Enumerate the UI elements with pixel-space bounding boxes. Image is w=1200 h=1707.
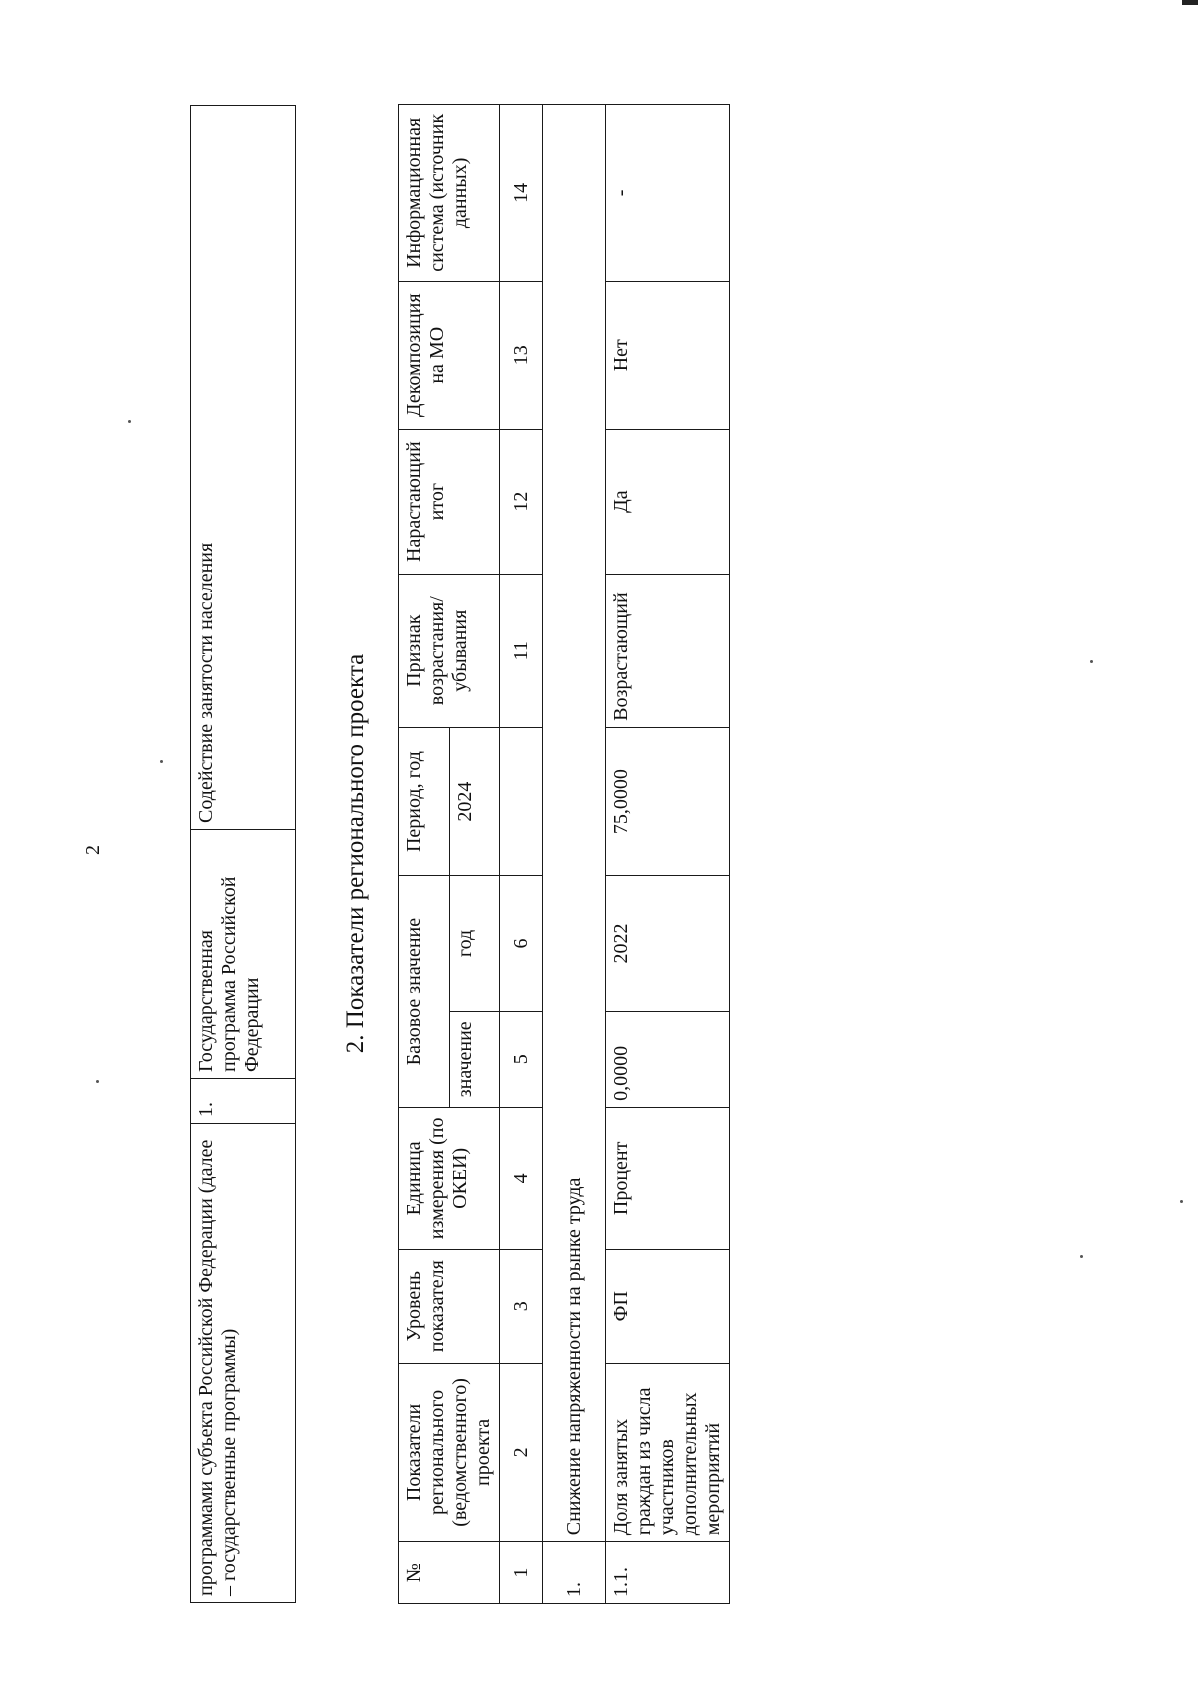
scan-speck bbox=[96, 1080, 99, 1083]
header-period-year: 2024 bbox=[449, 727, 500, 875]
program-label: Государственная программа Российской Федерации bbox=[191, 830, 296, 1079]
section-row bbox=[543, 105, 606, 1604]
row-level: ФП bbox=[606, 1249, 730, 1363]
col-number: 14 bbox=[500, 105, 543, 282]
row-base-year: 2022 bbox=[606, 876, 730, 1011]
col-number: 4 bbox=[500, 1107, 543, 1249]
row-base-value: 0,0000 bbox=[606, 1011, 730, 1107]
header-cumulative: Нарастающий итог bbox=[399, 429, 500, 574]
col-number: 13 bbox=[500, 281, 543, 429]
col-number: 1 bbox=[500, 1542, 543, 1604]
row-decomposition: Нет bbox=[606, 281, 730, 429]
page-number: 2 bbox=[82, 845, 104, 855]
scan-speck bbox=[1090, 660, 1093, 663]
table-row bbox=[606, 105, 730, 1604]
header-period: Период, год bbox=[399, 727, 450, 875]
scan-speck bbox=[160, 760, 163, 763]
header-info-system: Информационная система (источник данных) bbox=[399, 105, 500, 282]
col-number: 11 bbox=[500, 574, 543, 727]
scan-edge-mark bbox=[1182, 0, 1198, 5]
program-intro-text: программами субъекта Российской Федерации (далее – государственные программы) bbox=[191, 1124, 296, 1603]
program-table bbox=[190, 105, 296, 1603]
header-unit: Единица измерения (по ОКЕИ) bbox=[399, 1107, 500, 1249]
program-row-number: 1. bbox=[191, 1079, 296, 1124]
section-row-title: Снижение напряженности на рынке труда bbox=[543, 105, 606, 1542]
row-indicator: Доля занятых граждан из числа участников дополнительных мероприятий bbox=[606, 1363, 730, 1542]
col-number: 5 bbox=[500, 1011, 543, 1107]
row-unit: Процент bbox=[606, 1107, 730, 1249]
header-num: № bbox=[399, 1542, 500, 1604]
section-row-number: 1. bbox=[543, 1542, 606, 1604]
col-number bbox=[500, 727, 543, 875]
scan-speck bbox=[1080, 1255, 1083, 1258]
scan-speck bbox=[128, 420, 131, 423]
header-level: Уровень показателя bbox=[399, 1249, 500, 1363]
header-base-value-year: год bbox=[449, 876, 500, 1011]
col-number: 12 bbox=[500, 429, 543, 574]
header-decomposition: Декомпозиция на МО bbox=[399, 281, 500, 429]
header-base-value-value: значение bbox=[449, 1011, 500, 1107]
column-number-row bbox=[500, 105, 543, 1604]
program-row bbox=[191, 106, 296, 1603]
row-cumulative: Да bbox=[606, 429, 730, 574]
program-name: Содействие занятости населения bbox=[191, 106, 296, 830]
col-number: 2 bbox=[500, 1363, 543, 1542]
header-indicator: Показатели регионального (ведомственного) проекта bbox=[399, 1363, 500, 1542]
col-number: 6 bbox=[500, 876, 543, 1011]
col-number: 3 bbox=[500, 1249, 543, 1363]
row-period-value: 75,0000 bbox=[606, 727, 730, 875]
row-trend: Возрастающий bbox=[606, 574, 730, 727]
indicators-table bbox=[398, 104, 730, 1604]
row-info-system: - bbox=[606, 105, 730, 282]
scan-speck bbox=[1180, 1200, 1183, 1203]
row-number: 1.1. bbox=[606, 1542, 730, 1604]
header-trend: Признак возрастания/убывания bbox=[399, 574, 500, 727]
header-base-value: Базовое значение bbox=[399, 876, 450, 1108]
header-row-1 bbox=[399, 105, 450, 1604]
section-title: 2. Показатели регионального проекта bbox=[342, 653, 369, 1054]
